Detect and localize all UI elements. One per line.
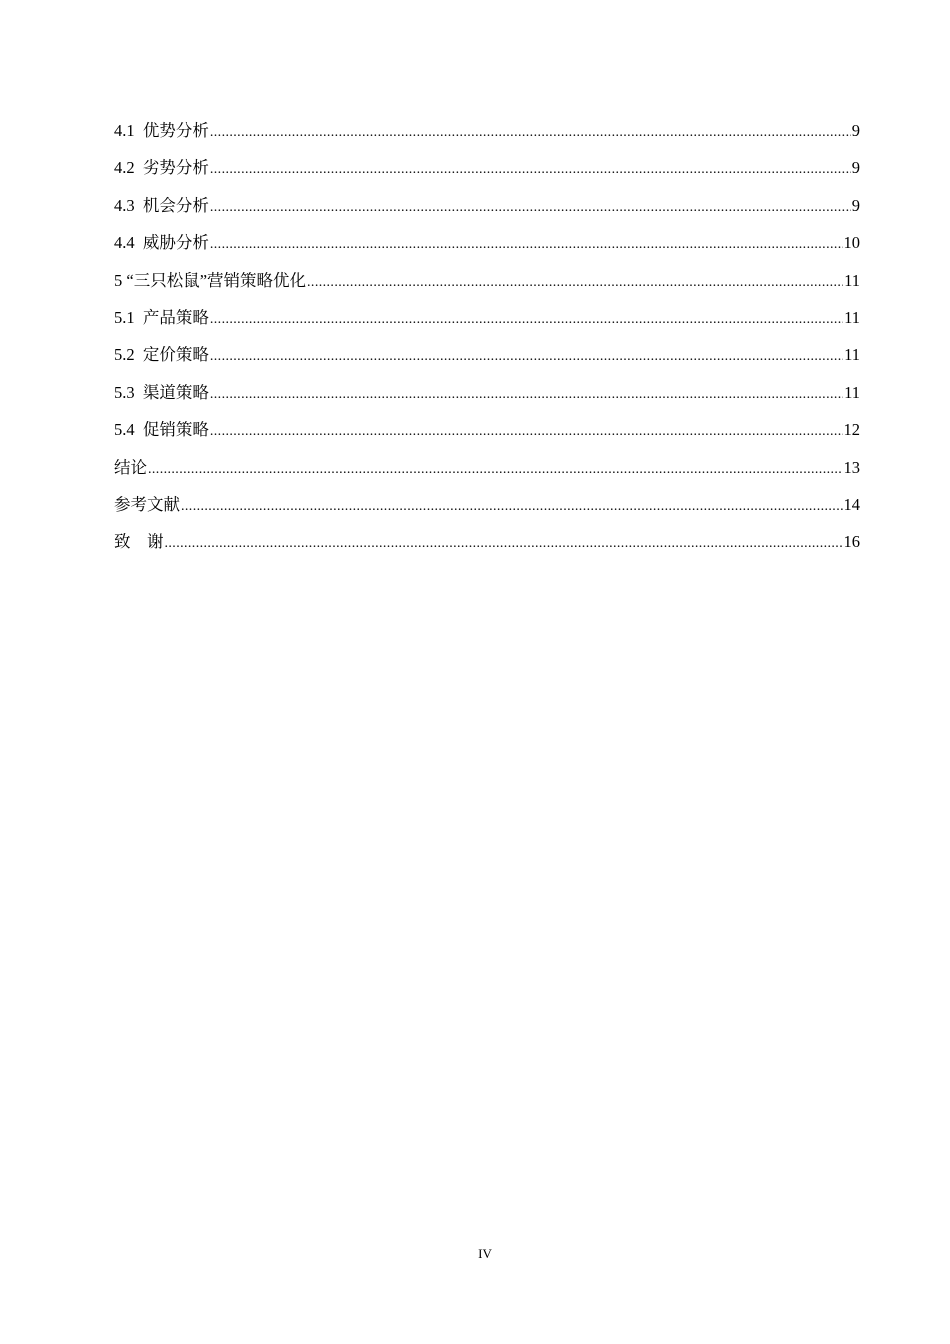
- page-number: IV: [478, 1246, 492, 1261]
- toc-leader-dots: [148, 459, 843, 481]
- toc-entry-page: 11: [844, 345, 860, 365]
- toc-entry-label: 4.2 劣势分析: [114, 158, 209, 178]
- toc-entry-label: 4.1 优势分析: [114, 121, 209, 140]
- toc-entry-label: 致 谢: [114, 532, 164, 552]
- toc-entry-4-1[interactable]: [114, 120, 860, 157]
- toc-entry-label: 4.4 威胁分析: [114, 233, 209, 253]
- toc-leader-dots: [210, 122, 851, 144]
- toc-entry-conclusion[interactable]: [114, 457, 860, 494]
- toc-leader-dots: [210, 234, 843, 256]
- toc-leader-dots: [181, 496, 843, 518]
- toc-entry-page: 12: [843, 420, 860, 440]
- toc-entry-label: 5.4 促销策略: [114, 420, 209, 440]
- toc-entry-references[interactable]: [114, 494, 860, 531]
- toc-entry-label: 4.3 机会分析: [114, 195, 209, 215]
- toc-entry-label: 5 “三只松鼠”营销策略优化: [114, 270, 307, 290]
- toc-entry-label: 5.2 定价策略: [114, 345, 209, 365]
- toc-entry-page: 11: [844, 270, 860, 290]
- toc-leader-dots: [307, 272, 843, 294]
- toc-entry-5-2[interactable]: [114, 344, 860, 381]
- toc-leader-dots: [165, 533, 843, 555]
- toc-entry-5[interactable]: [114, 270, 860, 307]
- toc-entry-page: 13: [843, 457, 860, 477]
- toc-leader-dots: [210, 159, 851, 181]
- toc-leader-dots: [210, 346, 843, 368]
- toc-entry-label: 参考文献: [114, 494, 180, 514]
- toc-entry-4-3[interactable]: [114, 195, 860, 232]
- toc-entry-4-2[interactable]: [114, 157, 860, 194]
- toc-leader-dots: [210, 421, 843, 443]
- toc-leader-dots: [210, 384, 843, 406]
- toc-entry-page: 9: [851, 158, 860, 178]
- toc-entry-page: 16: [843, 532, 860, 552]
- toc-entry-page: 9: [851, 195, 860, 215]
- toc-leader-dots: [210, 197, 851, 219]
- toc-entry-5-4[interactable]: [114, 419, 860, 456]
- toc-entry-page: 9: [851, 121, 860, 140]
- toc-entry-4-4[interactable]: [114, 232, 860, 269]
- toc-entry-page: 11: [844, 307, 860, 327]
- toc-entry-label: 5.1 产品策略: [114, 307, 209, 327]
- toc-entry-acknowledgements[interactable]: [114, 531, 860, 568]
- toc-entry-label: 结论: [114, 457, 147, 477]
- toc-entry-page: 14: [843, 494, 860, 514]
- toc-entry-5-1[interactable]: [114, 307, 860, 344]
- toc-entry-label: 5.3 渠道策略: [114, 382, 209, 402]
- toc-entry-page: 11: [844, 382, 860, 402]
- toc-entry-5-3[interactable]: [114, 382, 860, 419]
- toc-leader-dots: [210, 309, 843, 331]
- table-of-contents: [114, 120, 860, 569]
- toc-entry-page: 10: [843, 233, 860, 253]
